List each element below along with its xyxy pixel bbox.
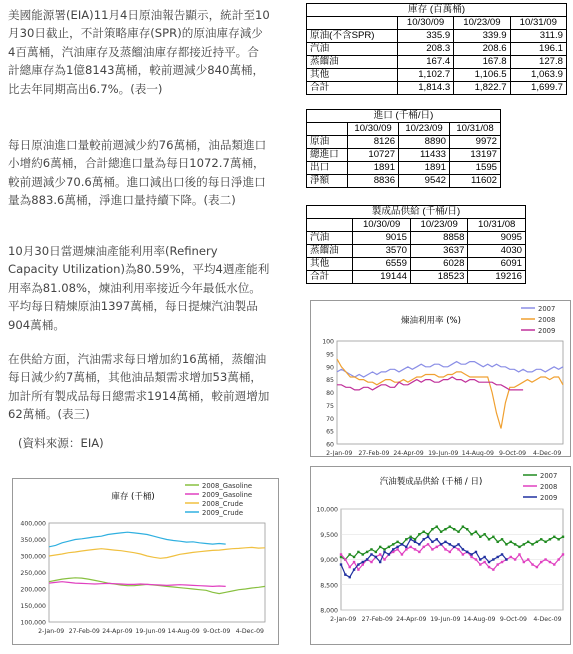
x-tick-label: 14-Aug-09 xyxy=(463,616,496,623)
inventory-table xyxy=(306,3,567,95)
table-row xyxy=(307,69,567,82)
series-point-2008 xyxy=(344,558,346,560)
series-point-2008 xyxy=(544,558,546,560)
row-label: 蒸餾油 xyxy=(307,245,353,258)
series-point-2007 xyxy=(349,553,351,555)
table-cell: 19144 xyxy=(353,271,411,284)
x-tick-label: 14-Aug-09 xyxy=(461,450,494,456)
series-line-2008 xyxy=(341,544,563,569)
table-cell: 11433 xyxy=(399,149,450,162)
series-point-2009 xyxy=(423,538,425,540)
y-tick-label: 200,000 xyxy=(20,586,46,594)
table-cell: 13197 xyxy=(450,149,501,162)
series-point-2007 xyxy=(557,538,559,540)
series-point-2007 xyxy=(483,533,485,535)
plot-frame xyxy=(337,341,563,444)
series-point-2009 xyxy=(466,551,468,553)
table-header-cell xyxy=(307,17,398,30)
series-point-2007 xyxy=(353,556,355,558)
y-tick-label: 60 xyxy=(326,441,334,449)
series-point-2009 xyxy=(436,538,438,540)
series-line-2008_Gasoline xyxy=(49,578,265,594)
series-point-2009 xyxy=(449,543,451,545)
x-tick-label: 2-Jan-09 xyxy=(330,616,357,623)
y-tick-label: 75 xyxy=(326,402,334,410)
series-point-2009 xyxy=(462,548,464,550)
x-tick-label: 24-Apr-09 xyxy=(393,450,424,456)
series-point-2008 xyxy=(531,563,533,565)
product-supply-table xyxy=(306,205,526,284)
series-point-2008 xyxy=(488,566,490,568)
x-tick-label: 14-Aug-09 xyxy=(167,628,200,635)
series-point-2007 xyxy=(392,543,394,545)
series-point-2007 xyxy=(440,531,442,533)
refinery-utilization-chart xyxy=(310,300,571,457)
series-point-2008 xyxy=(470,556,472,558)
table-cell: 208.3 xyxy=(397,43,453,56)
series-point-2007 xyxy=(514,543,516,545)
y-tick-label: 70 xyxy=(326,415,334,423)
table-header-cell: 10/23/09 xyxy=(454,17,510,30)
series-point-2007 xyxy=(518,546,520,548)
series-line-2008_Crude xyxy=(49,547,265,558)
table-header-cell xyxy=(307,123,348,136)
series-point-2009 xyxy=(396,546,398,548)
series-point-2008 xyxy=(383,558,385,560)
table-header-cell xyxy=(307,219,353,232)
table-cell: 9542 xyxy=(399,175,450,188)
row-label: 原油 xyxy=(307,136,348,149)
row-label: 其他 xyxy=(307,258,353,271)
y-tick-label: 85 xyxy=(326,377,334,385)
series-point-2008 xyxy=(423,546,425,548)
table-cell: 8836 xyxy=(348,175,399,188)
series-point-2007 xyxy=(510,541,512,543)
x-tick-label: 24-Apr-09 xyxy=(102,628,133,635)
table-header-cell: 10/23/09 xyxy=(410,219,468,232)
table-header-cell: 10/30/09 xyxy=(397,17,453,30)
gasoline-supply-chart xyxy=(310,466,571,645)
legend-label: 2007 xyxy=(538,305,556,313)
series-point-2008 xyxy=(557,558,559,560)
table-cell: 1891 xyxy=(348,162,399,175)
table-cell: 1,102.7 xyxy=(397,69,453,82)
table-row xyxy=(307,162,501,175)
x-tick-label: 24-Apr-09 xyxy=(396,616,427,623)
y-tick-label: 100,000 xyxy=(20,619,46,627)
series-point-2008 xyxy=(483,561,485,563)
series-point-2008 xyxy=(449,551,451,553)
x-tick-label: 4-Dec-09 xyxy=(533,450,562,456)
series-point-2009 xyxy=(501,553,503,555)
y-tick-label: 90 xyxy=(326,364,334,372)
series-line-2009 xyxy=(337,377,523,390)
table-cell: 1,699.7 xyxy=(510,82,566,95)
series-point-2007 xyxy=(479,536,481,538)
table-cell: 9015 xyxy=(353,232,411,245)
table-cell: 6091 xyxy=(468,258,526,271)
table-cell: 208.6 xyxy=(454,43,510,56)
legend-label: 2009_Gasoline xyxy=(202,491,253,499)
table-row xyxy=(307,271,526,284)
y-tick-label: 9,500 xyxy=(320,531,338,539)
inventory-svg xyxy=(13,479,278,644)
series-point-2007 xyxy=(396,541,398,543)
series-point-2007 xyxy=(366,551,368,553)
series-point-2008 xyxy=(414,548,416,550)
series-point-2009 xyxy=(431,541,433,543)
chart-title: 汽油製成品供給 (千桶 / 日) xyxy=(379,477,483,487)
table-row xyxy=(307,175,501,188)
series-point-2008 xyxy=(475,558,477,560)
series-point-2008 xyxy=(562,553,564,555)
series-point-2009 xyxy=(353,568,355,570)
row-label: 汽油 xyxy=(307,232,353,245)
y-tick-label: 8,500 xyxy=(320,582,338,590)
x-tick-label: 9-Oct-09 xyxy=(203,628,231,635)
table-header-cell: 10/23/09 xyxy=(399,123,450,136)
x-tick-label: 2-Jan-09 xyxy=(38,628,65,635)
table-cell: 18523 xyxy=(410,271,468,284)
paragraph-imports: 每日原油進口量較前週減少約76萬桶，油品類進口小增約6萬桶，合計總進口量為每日1072.7萬桶，較前週減少70.6萬桶。進口減出口後的每日淨進口量為883.6萬桶，淨進口量持續下降。(表二) xyxy=(8,138,267,208)
row-label: 其他 xyxy=(307,69,398,82)
series-point-2009 xyxy=(405,546,407,548)
table-header-cell: 10/31/09 xyxy=(510,17,566,30)
series-point-2007 xyxy=(418,533,420,535)
series-point-2008 xyxy=(540,561,542,563)
series-point-2009 xyxy=(392,548,394,550)
series-point-2007 xyxy=(457,531,459,533)
series-point-2007 xyxy=(523,543,525,545)
series-point-2009 xyxy=(492,558,494,560)
table-row xyxy=(307,30,567,43)
table-cell: 4030 xyxy=(468,245,526,258)
series-point-2007 xyxy=(540,538,542,540)
series-point-2007 xyxy=(379,546,381,548)
table-cell: 3637 xyxy=(410,245,468,258)
row-label: 出口 xyxy=(307,162,348,175)
table-caption: 庫存 (百萬桶) xyxy=(307,4,567,17)
table-cell: 1891 xyxy=(399,162,450,175)
plot-frame xyxy=(49,523,265,622)
series-point-2007 xyxy=(549,538,551,540)
series-point-2007 xyxy=(444,528,446,530)
y-tick-label: 95 xyxy=(326,351,334,359)
table-row xyxy=(307,82,567,95)
imports-table xyxy=(306,109,501,188)
series-point-2009 xyxy=(340,563,342,565)
series-point-2008 xyxy=(514,558,516,560)
series-point-2008 xyxy=(510,556,512,558)
series-point-2009 xyxy=(349,576,351,578)
y-tick-label: 8,000 xyxy=(320,607,338,615)
x-tick-label: 27-Feb-09 xyxy=(358,450,390,456)
legend-label: 2008_Gasoline xyxy=(202,482,253,490)
row-label: 汽油 xyxy=(307,43,398,56)
y-tick-label: 10,000 xyxy=(316,506,338,514)
series-point-2007 xyxy=(553,536,555,538)
table-cell: 1,814.3 xyxy=(397,82,453,95)
series-point-2009 xyxy=(505,558,507,560)
table-cell: 6028 xyxy=(410,258,468,271)
table-row xyxy=(307,232,526,245)
series-point-2009 xyxy=(344,573,346,575)
series-point-2007 xyxy=(453,528,455,530)
table-cell: 311.9 xyxy=(510,30,566,43)
series-point-2009 xyxy=(362,561,364,563)
series-point-2009 xyxy=(388,553,390,555)
table-cell: 339.9 xyxy=(454,30,510,43)
table-row xyxy=(307,43,567,56)
row-label: 總進口 xyxy=(307,149,348,162)
table-row xyxy=(307,245,526,258)
series-point-2008 xyxy=(436,546,438,548)
series-point-2007 xyxy=(475,531,477,533)
series-point-2008 xyxy=(396,548,398,550)
table-header-cell: 10/30/09 xyxy=(348,123,399,136)
refinery-utilization-svg xyxy=(311,301,570,456)
table-row xyxy=(307,149,501,162)
series-line-2009 xyxy=(341,537,506,577)
series-point-2007 xyxy=(497,541,499,543)
series-point-2008 xyxy=(357,568,359,570)
series-point-2007 xyxy=(501,538,503,540)
series-point-2007 xyxy=(527,541,529,543)
series-point-2007 xyxy=(431,528,433,530)
table-cell: 9972 xyxy=(450,136,501,149)
series-point-2008 xyxy=(523,561,525,563)
series-line-2008 xyxy=(337,359,563,429)
x-tick-label: 19-Jun-09 xyxy=(428,450,459,456)
row-label: 合計 xyxy=(307,82,398,95)
table-cell: 8890 xyxy=(399,136,450,149)
series-point-2007 xyxy=(536,541,538,543)
series-point-2009 xyxy=(409,538,411,540)
table-cell: 1,106.5 xyxy=(454,69,510,82)
table-cell: 1595 xyxy=(450,162,501,175)
series-point-2009 xyxy=(444,541,446,543)
series-point-2009 xyxy=(457,543,459,545)
legend-label: 2009 xyxy=(540,494,558,502)
table-row xyxy=(307,258,526,271)
paragraph-supply: 在供給方面，汽油需求每日增加約16萬桶，蒸餾油每日減少約7萬桶，其他油品類需求增加53萬桶，加計所有製成品每日總需求1914萬桶，較前週增加62萬桶。(表三) xyxy=(8,352,270,422)
table-cell: 167.4 xyxy=(397,56,453,69)
series-point-2008 xyxy=(549,561,551,563)
series-point-2009 xyxy=(427,536,429,538)
series-point-2007 xyxy=(362,553,364,555)
series-point-2009 xyxy=(379,561,381,563)
table-row xyxy=(307,56,567,69)
series-point-2009 xyxy=(366,558,368,560)
legend-label: 2009 xyxy=(538,327,556,335)
source-note: (資料來源：EIA) xyxy=(18,436,104,450)
chart-title: 庫存 (千桶) xyxy=(111,492,155,502)
series-point-2007 xyxy=(505,543,507,545)
series-point-2007 xyxy=(562,536,564,538)
series-point-2008 xyxy=(492,568,494,570)
series-point-2008 xyxy=(479,563,481,565)
series-point-2007 xyxy=(414,538,416,540)
table-cell: 1,822.7 xyxy=(454,82,510,95)
series-point-2007 xyxy=(370,548,372,550)
x-tick-label: 9-Oct-09 xyxy=(498,450,527,456)
series-point-2008 xyxy=(409,546,411,548)
series-point-2008 xyxy=(349,566,351,568)
series-point-2007 xyxy=(423,531,425,533)
series-point-2007 xyxy=(388,546,390,548)
series-point-2008 xyxy=(497,563,499,565)
series-point-2009 xyxy=(479,558,481,560)
series-point-2007 xyxy=(449,525,451,527)
x-tick-label: 9-Oct-09 xyxy=(499,616,527,623)
y-tick-label: 65 xyxy=(326,428,334,436)
series-point-2008 xyxy=(418,551,420,553)
legend-label: 2009_Crude xyxy=(202,509,244,517)
series-point-2007 xyxy=(488,538,490,540)
row-label: 合計 xyxy=(307,271,353,284)
table-cell: 167.8 xyxy=(454,56,510,69)
series-point-2007 xyxy=(405,538,407,540)
series-point-2009 xyxy=(418,543,420,545)
series-point-2008 xyxy=(362,563,364,565)
table-cell: 127.8 xyxy=(510,56,566,69)
series-point-2008 xyxy=(462,553,464,555)
series-point-2009 xyxy=(470,553,472,555)
table-cell: 1,063.9 xyxy=(510,69,566,82)
series-point-2007 xyxy=(466,528,468,530)
series-point-2007 xyxy=(462,525,464,527)
table-cell: 3570 xyxy=(353,245,411,258)
series-point-2009 xyxy=(453,546,455,548)
table-header-cell: 10/31/08 xyxy=(450,123,501,136)
chart-title: 煉油利用率 (%) xyxy=(401,316,461,326)
y-tick-label: 9,000 xyxy=(320,557,338,564)
series-point-2008 xyxy=(553,563,555,565)
paragraph-inventory: 美國能源署(EIA)11月4日原油報告顯示，統計至10月30日截止，不計策略庫存(SPR)的原油庫存減少4百萬桶，汽油庫存及蒸餾油庫存都接近持平。合計總庫存為1億8143萬桶，較前週減少840萬桶，比去年同期高出6.7%。(表一) xyxy=(8,8,270,96)
table-cell: 6559 xyxy=(353,258,411,271)
y-tick-label: 350,000 xyxy=(20,537,46,544)
series-point-2009 xyxy=(370,553,372,555)
y-tick-label: 400,000 xyxy=(20,520,46,528)
legend-label: 2008 xyxy=(540,483,558,491)
row-label: 原油(不含SPR) xyxy=(307,30,398,43)
y-tick-label: 150,000 xyxy=(20,603,46,610)
series-point-2007 xyxy=(436,525,438,527)
series-point-2007 xyxy=(531,543,533,545)
table-header-cell: 10/31/08 xyxy=(468,219,526,232)
series-point-2008 xyxy=(501,561,503,563)
series-point-2008 xyxy=(379,553,381,555)
series-point-2008 xyxy=(401,553,403,555)
x-tick-label: 4-Dec-09 xyxy=(235,628,265,635)
series-point-2009 xyxy=(440,543,442,545)
table-caption: 進口 (千桶/日) xyxy=(307,110,501,123)
table-cell: 8126 xyxy=(348,136,399,149)
series-point-2008 xyxy=(427,543,429,545)
series-point-2008 xyxy=(444,548,446,550)
table-cell: 196.1 xyxy=(510,43,566,56)
series-point-2008 xyxy=(405,548,407,550)
y-tick-label: 300,000 xyxy=(20,553,46,561)
series-point-2007 xyxy=(492,536,494,538)
y-tick-label: 250,000 xyxy=(20,570,46,577)
series-point-2008 xyxy=(527,558,529,560)
legend-label: 2007 xyxy=(540,472,558,480)
series-line-2007 xyxy=(341,527,563,560)
x-tick-label: 19-Jun-09 xyxy=(135,628,166,635)
series-point-2008 xyxy=(457,548,459,550)
x-tick-label: 27-Feb-09 xyxy=(361,616,393,623)
gasoline-supply-svg xyxy=(311,467,570,644)
table-row xyxy=(307,136,501,149)
row-label: 淨額 xyxy=(307,175,348,188)
row-label: 蒸餾油 xyxy=(307,56,398,69)
series-point-2009 xyxy=(488,561,490,563)
y-tick-label: 100 xyxy=(322,338,334,346)
series-point-2008 xyxy=(431,548,433,550)
series-point-2007 xyxy=(427,533,429,535)
table-caption: 製成品供給 (千桶/日) xyxy=(307,206,526,219)
series-point-2008 xyxy=(370,561,372,563)
table-cell: 10727 xyxy=(348,149,399,162)
y-tick-label: 80 xyxy=(326,390,334,397)
x-tick-label: 19-Jun-09 xyxy=(430,616,461,623)
table-cell: 8858 xyxy=(410,232,468,245)
legend-label: 2008 xyxy=(538,316,556,324)
series-point-2008 xyxy=(353,561,355,563)
series-point-2008 xyxy=(518,553,520,555)
series-point-2009 xyxy=(483,556,485,558)
series-point-2009 xyxy=(401,543,403,545)
series-point-2009 xyxy=(414,541,416,543)
series-point-2007 xyxy=(357,551,359,553)
series-point-2007 xyxy=(544,541,546,543)
series-point-2009 xyxy=(475,551,477,553)
series-point-2007 xyxy=(383,548,385,550)
table-cell: 19216 xyxy=(468,271,526,284)
series-point-2008 xyxy=(536,566,538,568)
table-cell: 335.9 xyxy=(397,30,453,43)
x-tick-label: 2-Jan-09 xyxy=(326,450,353,456)
series-point-2009 xyxy=(383,551,385,553)
series-point-2007 xyxy=(470,533,472,535)
series-line-2009_Crude xyxy=(49,532,226,547)
series-point-2009 xyxy=(497,556,499,558)
table-cell: 11602 xyxy=(450,175,501,188)
paragraph-refinery: 10月30日當週煉油產能利用率(Refinery Capacity Utilization)為80.59%，平均4週產能利用率為81.08%，煉油利用率接近今年最低水位。平均每日精煉原油1397萬桶，每日提煉汽油製品904萬桶。 xyxy=(8,244,270,332)
series-point-2007 xyxy=(375,551,377,553)
x-tick-label: 27-Feb-09 xyxy=(68,628,100,635)
table-header-cell: 10/30/09 xyxy=(353,219,411,232)
x-tick-label: 4-Dec-09 xyxy=(533,616,562,623)
series-point-2007 xyxy=(409,536,411,538)
series-point-2009 xyxy=(357,563,359,565)
series-point-2008 xyxy=(340,553,342,555)
legend-label: 2008_Crude xyxy=(202,500,244,508)
inventory-chart xyxy=(12,478,279,645)
table-cell: 9095 xyxy=(468,232,526,245)
series-point-2009 xyxy=(375,556,377,558)
